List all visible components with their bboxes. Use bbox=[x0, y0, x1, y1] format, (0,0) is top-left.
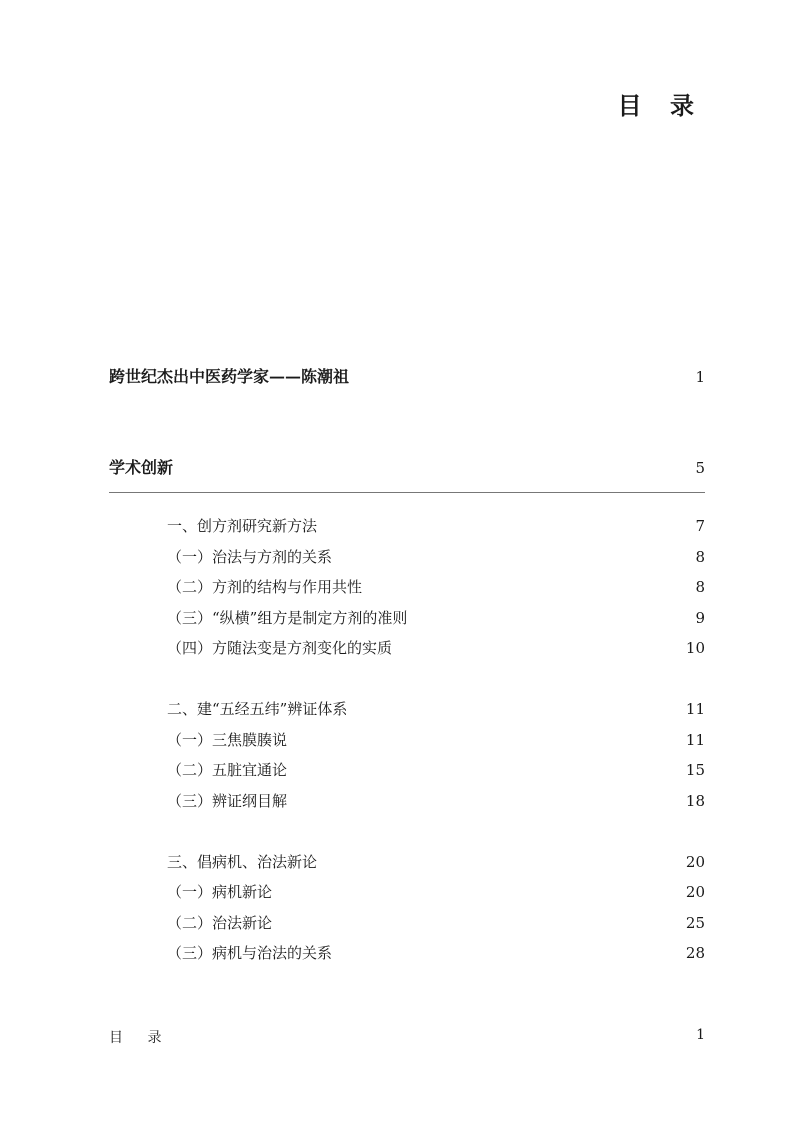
toc-entry-label: （三）病机与治法的关系 bbox=[167, 944, 333, 962]
toc-subsection-3-3[interactable] bbox=[167, 942, 705, 963]
toc-entry-label: 学术创新 bbox=[109, 458, 174, 477]
toc-entry-page: 1 bbox=[695, 368, 705, 386]
toc-entry-label: （一）三焦膜腠说 bbox=[167, 731, 288, 749]
toc-entry-label: （二）治法新论 bbox=[167, 914, 273, 932]
toc-entry-label: （二）五脏宜通论 bbox=[167, 761, 288, 779]
toc-subsection-2-2[interactable] bbox=[167, 759, 705, 780]
toc-entry-label: （一）病机新论 bbox=[167, 883, 273, 901]
toc-section-2[interactable] bbox=[167, 698, 705, 719]
toc-entry-page: 10 bbox=[685, 639, 705, 657]
toc-entry-page: 28 bbox=[685, 944, 705, 962]
toc-entry-label: （三）“纵横”组方是制定方剂的准则 bbox=[167, 609, 408, 627]
toc-entry-page: 5 bbox=[695, 459, 705, 477]
toc-subsection-1-2[interactable] bbox=[167, 576, 705, 597]
page-title: 目 录 bbox=[617, 91, 704, 120]
toc-entry-page: 8 bbox=[695, 548, 705, 566]
toc-entry-label: 二、建“五经五纬”辨证体系 bbox=[167, 700, 348, 718]
toc-subsection-3-2[interactable] bbox=[167, 912, 705, 933]
toc-entry-biography[interactable] bbox=[109, 364, 705, 387]
toc-entry-page: 8 bbox=[695, 578, 705, 596]
section-divider bbox=[109, 492, 705, 493]
toc-entry-page: 25 bbox=[685, 914, 705, 932]
toc-section-1[interactable] bbox=[167, 515, 705, 536]
toc-entry-page: 20 bbox=[685, 883, 705, 901]
toc-entry-page: 18 bbox=[685, 792, 705, 810]
toc-entry-label: 三、倡病机、治法新论 bbox=[167, 853, 318, 871]
toc-subsection-1-3[interactable] bbox=[167, 607, 705, 628]
toc-entry-page: 15 bbox=[685, 761, 705, 779]
toc-entry-page: 11 bbox=[685, 731, 705, 749]
toc-entry-page: 20 bbox=[685, 853, 705, 871]
toc-subsection-2-3[interactable] bbox=[167, 790, 705, 811]
toc-entry-page: 11 bbox=[685, 700, 705, 718]
toc-entry-label: （一）治法与方剂的关系 bbox=[167, 548, 333, 566]
running-footer-title: 目 录 bbox=[109, 1030, 172, 1046]
toc-subsection-1-1[interactable] bbox=[167, 546, 705, 567]
toc-section-3[interactable] bbox=[167, 851, 705, 872]
toc-entry-page: 9 bbox=[695, 609, 705, 627]
toc-entry-label: 一、创方剂研究新方法 bbox=[167, 517, 318, 535]
toc-entry-label: （二）方剂的结构与作用共性 bbox=[167, 578, 363, 596]
toc-subsection-3-1[interactable] bbox=[167, 881, 705, 902]
toc-subsection-1-4[interactable] bbox=[167, 637, 705, 658]
toc-entry-label: 跨世纪杰出中医药学家——陈潮祖 bbox=[109, 367, 350, 386]
page-number: 1 bbox=[696, 1027, 705, 1043]
toc-entry-label: （四）方随法变是方剂变化的实质 bbox=[167, 639, 393, 657]
toc-entry-label: （三）辨证纲目解 bbox=[167, 792, 288, 810]
toc-entry-page: 7 bbox=[695, 517, 705, 535]
toc-subsection-2-1[interactable] bbox=[167, 729, 705, 750]
toc-entry-academic-innovation[interactable] bbox=[109, 455, 705, 478]
